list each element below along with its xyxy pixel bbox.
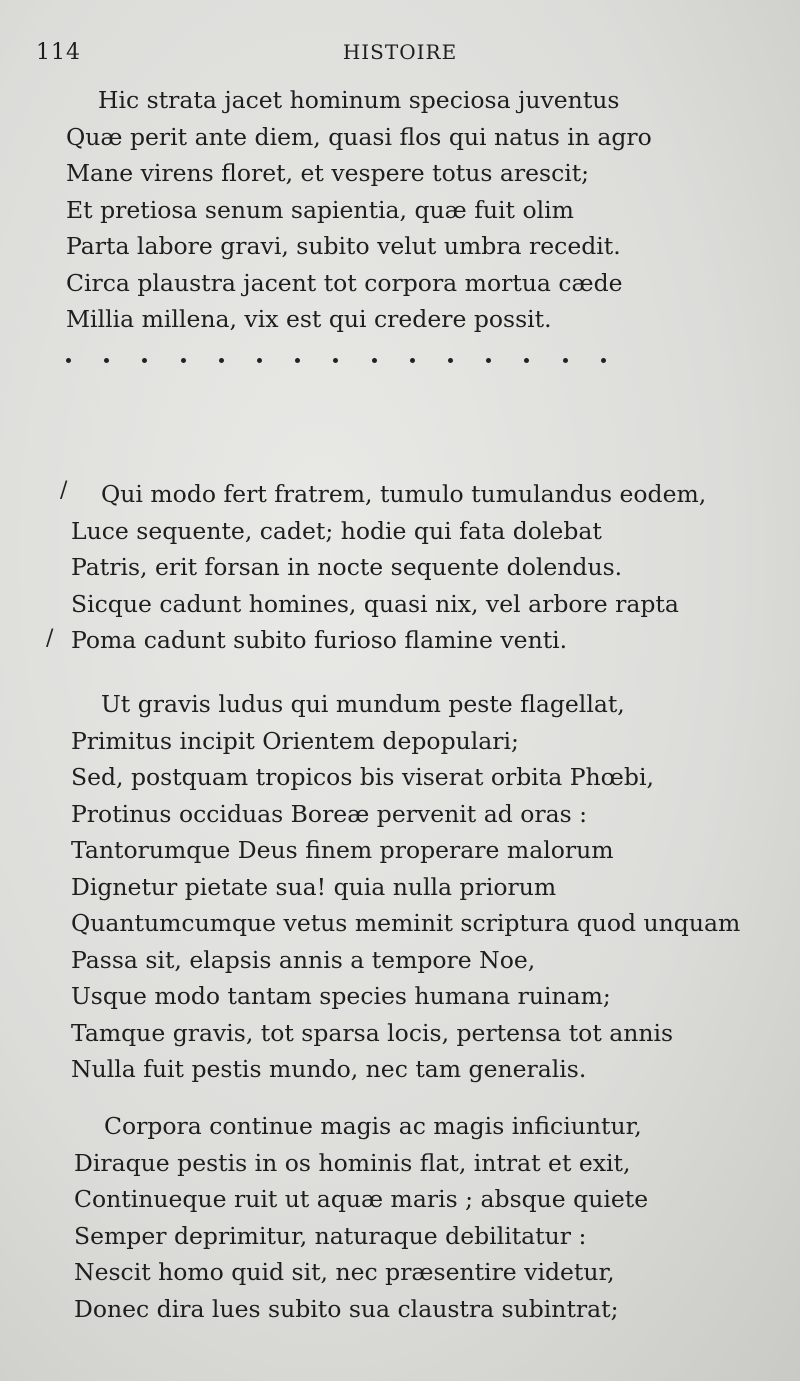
running-head-title: HISTOIRE [342,40,458,64]
margin-mark: / [60,478,68,503]
verse-line: Tamque gravis, tot sparsa locis, pertensa tot annis [71,1018,674,1047]
verse-line: Hic strata jacet hominum speciosa juventus [98,86,620,114]
ellipsis-dot [219,358,224,363]
stanza-2 [0,476,800,659]
ellipsis-dot [104,358,109,363]
running-head [0,40,800,70]
ellipsis-dot [142,358,147,363]
verse-line: Continueque ruit ut aquæ maris ; absque quiete [74,1185,649,1213]
verse-line: Sed, postquam tropicos bis viserat orbita Phœbi, [71,763,654,791]
ellipsis-dot [181,358,186,363]
verse-line: Dignetur pietate sua! quia nulla priorum [71,872,557,901]
verse-line: Primitus incipit Orientem depopulari; [71,726,519,755]
verse-line: Nescit homo quid sit, nec præsentire videtur, [74,1258,615,1286]
verse-line: Mane virens floret, et vespere totus arescit; [66,159,590,187]
verse-line: Quæ perit ante diem, quasi flos qui natus in agro [66,122,652,151]
verse-line: Et pretiosa senum sapientia, quæ fuit olim [66,195,574,224]
stanza-4 [0,1108,800,1327]
verse-line: Poma cadunt subito furioso flamine venti. [71,626,568,654]
ellipsis-dot [524,358,529,363]
verse-line: Protinus occiduas Boreæ pervenit ad oras : [71,799,588,828]
ellipsis-dot [66,358,71,363]
verse-line: Luce sequente, cadet; hodie qui fata dolebat [71,516,602,545]
page-number: 114 [36,40,81,65]
ellipsis-dot [563,358,568,363]
margin-mark: / [46,626,54,651]
ellipsis-dot [372,358,377,363]
verse-line: Patris, erit forsan in nocte sequente dolendus. [71,553,623,581]
ellipsis-dot [295,358,300,363]
verse-line: Quantumcumque vetus meminit scriptura quod unquam [71,909,741,937]
verse-line: Parta labore gravi, subito velut umbra recedit. [66,232,621,260]
ellipsis-dots [66,344,606,374]
ellipsis-dot [257,358,262,363]
verse-line: Diraque pestis in os hominis flat, intrat et exit, [74,1148,631,1177]
verse-line: Millia millena, vix est qui credere possit. [66,305,552,333]
stanza-3 [0,686,800,1088]
verse-line: Qui modo fert fratrem, tumulo tumulandus eodem, [101,480,707,508]
ellipsis-dot [410,358,415,363]
verse-line: Passa sit, elapsis annis a tempore Noe, [71,945,536,974]
stanza-1 [0,82,800,338]
ellipsis-dot [448,358,453,363]
verse-line: Corpora continue magis ac magis inficiuntur, [104,1112,642,1140]
ellipsis-dot [601,358,606,363]
verse-line: Donec dira lues subito sua claustra subintrat; [74,1294,619,1323]
verse-line: Nulla fuit pestis mundo, nec tam generalis. [71,1055,587,1083]
ellipsis-dot [486,358,491,363]
verse-line: Tantorumque Deus finem properare malorum [71,836,614,864]
verse-line: Usque modo tantam species humana ruinam; [71,982,611,1010]
verse-line: Ut gravis ludus qui mundum peste flagellat, [101,690,625,718]
verse-line: Circa plaustra jacent tot corpora mortua cæde [66,268,623,297]
verse-line: Sicque cadunt homines, quasi nix, vel arbore rapta [71,589,679,618]
verse-line: Semper deprimitur, naturaque debilitatur : [74,1221,587,1250]
ellipsis-dot [333,358,338,363]
